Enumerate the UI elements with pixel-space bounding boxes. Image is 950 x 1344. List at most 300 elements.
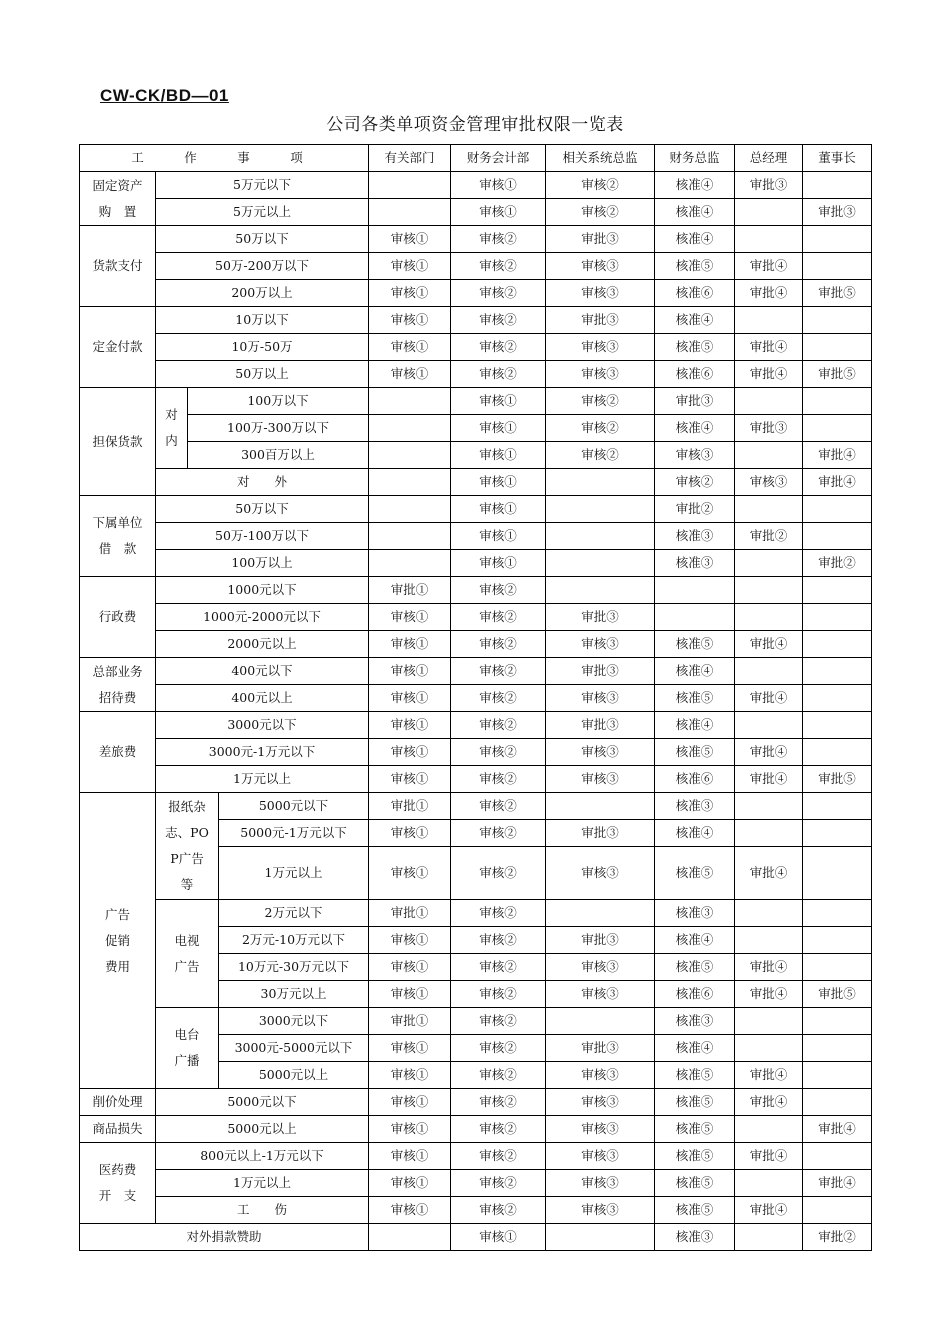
finance-director-cell: 核准⑤ bbox=[655, 739, 735, 766]
dept-cell: 审核① bbox=[369, 361, 451, 388]
chairman-cell: 审批③ bbox=[803, 199, 872, 226]
finance-director-cell: 核准④ bbox=[655, 415, 735, 442]
general-manager-cell bbox=[735, 1008, 803, 1035]
category-cell: 担保货款 bbox=[80, 388, 156, 496]
item-label-cell: 1万元以上 bbox=[219, 847, 369, 900]
chairman-cell bbox=[803, 577, 872, 604]
item-label-cell: 对 外 bbox=[156, 469, 369, 496]
table-row bbox=[80, 172, 872, 199]
chairman-cell: 审批④ bbox=[803, 1170, 872, 1197]
finance-director-cell: 核准④ bbox=[655, 199, 735, 226]
chairman-cell: 审批⑤ bbox=[803, 361, 872, 388]
chairman-cell bbox=[803, 739, 872, 766]
table-row bbox=[80, 361, 872, 388]
system-director-cell: 审核③ bbox=[546, 1062, 655, 1089]
general-manager-cell bbox=[735, 388, 803, 415]
general-manager-cell bbox=[735, 658, 803, 685]
general-manager-cell: 审批④ bbox=[735, 739, 803, 766]
system-director-cell: 审批③ bbox=[546, 226, 655, 253]
finance-accounting-cell: 审核② bbox=[451, 1008, 546, 1035]
table-row bbox=[80, 523, 872, 550]
dept-cell: 审核① bbox=[369, 766, 451, 793]
chairman-cell bbox=[803, 658, 872, 685]
dept-cell: 审核① bbox=[369, 739, 451, 766]
dept-cell: 审核① bbox=[369, 927, 451, 954]
chairman-cell bbox=[803, 1143, 872, 1170]
finance-accounting-cell: 审核② bbox=[451, 307, 546, 334]
chairman-cell: 审批⑤ bbox=[803, 981, 872, 1008]
system-director-cell: 审核③ bbox=[546, 631, 655, 658]
item-label-cell: 50万以下 bbox=[156, 496, 369, 523]
table-row bbox=[80, 604, 872, 631]
finance-accounting-cell: 审核① bbox=[451, 172, 546, 199]
finance-director-cell: 核准⑤ bbox=[655, 1197, 735, 1224]
finance-director-cell: 核准④ bbox=[655, 820, 735, 847]
general-manager-cell: 审批④ bbox=[735, 361, 803, 388]
item-label-cell: 50万-200万以下 bbox=[156, 253, 369, 280]
general-manager-cell bbox=[735, 1116, 803, 1143]
chairman-cell bbox=[803, 847, 872, 900]
system-director-cell: 审批③ bbox=[546, 927, 655, 954]
system-director-cell: 审核③ bbox=[546, 981, 655, 1008]
system-director-cell: 审批③ bbox=[546, 604, 655, 631]
general-manager-cell: 审批④ bbox=[735, 1089, 803, 1116]
general-manager-cell: 审批④ bbox=[735, 1143, 803, 1170]
chairman-cell bbox=[803, 1008, 872, 1035]
category-cell: 总部业务 招待费 bbox=[80, 658, 156, 712]
dept-cell: 审核① bbox=[369, 1089, 451, 1116]
general-manager-cell: 审批④ bbox=[735, 954, 803, 981]
system-director-cell: 审核② bbox=[546, 199, 655, 226]
finance-director-cell: 核准⑤ bbox=[655, 334, 735, 361]
general-manager-cell bbox=[735, 442, 803, 469]
category-cell: 广告 促销 费用 bbox=[80, 793, 156, 1089]
finance-accounting-cell: 审核② bbox=[451, 981, 546, 1008]
general-manager-cell: 审批④ bbox=[735, 1062, 803, 1089]
dept-cell: 审核① bbox=[369, 1035, 451, 1062]
table-row bbox=[80, 577, 872, 604]
table-row bbox=[80, 739, 872, 766]
finance-director-cell: 核准⑤ bbox=[655, 1062, 735, 1089]
chairman-cell bbox=[803, 1197, 872, 1224]
table-row bbox=[80, 388, 872, 415]
finance-accounting-cell: 审核② bbox=[451, 1197, 546, 1224]
dept-cell bbox=[369, 550, 451, 577]
finance-director-cell: 核准④ bbox=[655, 927, 735, 954]
dept-cell bbox=[369, 199, 451, 226]
finance-director-cell: 审批③ bbox=[655, 388, 735, 415]
item-label-cell: 2000元以上 bbox=[156, 631, 369, 658]
dept-cell: 审核① bbox=[369, 226, 451, 253]
finance-director-cell: 核准⑤ bbox=[655, 253, 735, 280]
dept-cell: 审批① bbox=[369, 793, 451, 820]
header-item: 工 作 事 项 bbox=[80, 145, 369, 172]
document-code: CW-CK/BD—01 bbox=[100, 86, 229, 105]
item-label-cell: 10万以下 bbox=[156, 307, 369, 334]
item-label-cell: 2万元-10万元以下 bbox=[219, 927, 369, 954]
category-cell: 医药费 开 支 bbox=[80, 1143, 156, 1224]
general-manager-cell: 审批③ bbox=[735, 415, 803, 442]
general-manager-cell: 审批② bbox=[735, 523, 803, 550]
item-label-cell: 300百万以上 bbox=[188, 442, 369, 469]
system-director-cell bbox=[546, 523, 655, 550]
header-finance-director: 财务总监 bbox=[655, 145, 735, 172]
finance-accounting-cell: 审核① bbox=[451, 550, 546, 577]
item-label-cell: 800元以上-1万元以下 bbox=[156, 1143, 369, 1170]
finance-director-cell: 核准⑤ bbox=[655, 1089, 735, 1116]
system-director-cell bbox=[546, 577, 655, 604]
item-label-cell: 5万元以下 bbox=[156, 172, 369, 199]
item-label-cell: 50万以上 bbox=[156, 361, 369, 388]
table-row bbox=[80, 334, 872, 361]
table-row bbox=[80, 1143, 872, 1170]
system-director-cell: 审核③ bbox=[546, 1197, 655, 1224]
finance-director-cell: 审批② bbox=[655, 496, 735, 523]
finance-director-cell: 核准⑤ bbox=[655, 631, 735, 658]
table-row bbox=[80, 1224, 872, 1251]
general-manager-cell bbox=[735, 820, 803, 847]
finance-accounting-cell: 审核② bbox=[451, 631, 546, 658]
system-director-cell bbox=[546, 793, 655, 820]
finance-accounting-cell: 审核② bbox=[451, 577, 546, 604]
chairman-cell bbox=[803, 927, 872, 954]
chairman-cell bbox=[803, 253, 872, 280]
finance-accounting-cell: 审核② bbox=[451, 1035, 546, 1062]
chairman-cell bbox=[803, 793, 872, 820]
chairman-cell bbox=[803, 685, 872, 712]
general-manager-cell: 审批④ bbox=[735, 981, 803, 1008]
dept-cell bbox=[369, 1224, 451, 1251]
finance-director-cell: 核准③ bbox=[655, 900, 735, 927]
table-row bbox=[80, 226, 872, 253]
general-manager-cell bbox=[735, 496, 803, 523]
table-row bbox=[80, 307, 872, 334]
table-row bbox=[80, 1116, 872, 1143]
finance-accounting-cell: 审核② bbox=[451, 766, 546, 793]
chairman-cell bbox=[803, 1062, 872, 1089]
category-cell: 削价处理 bbox=[80, 1089, 156, 1116]
finance-accounting-cell: 审核② bbox=[451, 685, 546, 712]
chairman-cell: 审批④ bbox=[803, 1116, 872, 1143]
category-cell: 差旅费 bbox=[80, 712, 156, 793]
system-director-cell: 审核③ bbox=[546, 1089, 655, 1116]
finance-accounting-cell: 审核① bbox=[451, 496, 546, 523]
item-label-cell: 5000元以下 bbox=[156, 1089, 369, 1116]
general-manager-cell: 审批④ bbox=[735, 847, 803, 900]
finance-accounting-cell: 审核② bbox=[451, 954, 546, 981]
item-label-cell: 1000元以下 bbox=[156, 577, 369, 604]
dept-cell: 审核① bbox=[369, 1170, 451, 1197]
dept-cell: 审核① bbox=[369, 847, 451, 900]
item-label-cell: 3000元以下 bbox=[219, 1008, 369, 1035]
dept-cell bbox=[369, 415, 451, 442]
chairman-cell: 审批④ bbox=[803, 442, 872, 469]
item-label-cell: 30万元以上 bbox=[219, 981, 369, 1008]
system-director-cell: 审核② bbox=[546, 388, 655, 415]
dept-cell: 审核① bbox=[369, 1062, 451, 1089]
general-manager-cell bbox=[735, 1035, 803, 1062]
finance-accounting-cell: 审核① bbox=[451, 1224, 546, 1251]
item-label-cell: 3000元以下 bbox=[156, 712, 369, 739]
table-row bbox=[80, 469, 872, 496]
item-label-cell: 对外捐款赞助 bbox=[80, 1224, 369, 1251]
header-finance-accounting: 财务会计部 bbox=[451, 145, 546, 172]
category-cell: 商品损失 bbox=[80, 1116, 156, 1143]
table-row bbox=[80, 442, 872, 469]
finance-accounting-cell: 审核② bbox=[451, 1116, 546, 1143]
chairman-cell bbox=[803, 604, 872, 631]
item-label-cell: 5000元以下 bbox=[219, 793, 369, 820]
system-director-cell: 审核③ bbox=[546, 1116, 655, 1143]
chairman-cell bbox=[803, 307, 872, 334]
table-row bbox=[80, 253, 872, 280]
dept-cell: 审核① bbox=[369, 631, 451, 658]
general-manager-cell: 审批④ bbox=[735, 280, 803, 307]
chairman-cell bbox=[803, 415, 872, 442]
item-label-cell: 100万以下 bbox=[188, 388, 369, 415]
system-director-cell bbox=[546, 496, 655, 523]
item-label-cell: 1000元-2000元以下 bbox=[156, 604, 369, 631]
system-director-cell: 审核③ bbox=[546, 253, 655, 280]
finance-director-cell: 核准⑤ bbox=[655, 685, 735, 712]
header-general-manager: 总经理 bbox=[735, 145, 803, 172]
system-director-cell: 审核③ bbox=[546, 954, 655, 981]
item-label-cell: 5000元以上 bbox=[156, 1116, 369, 1143]
finance-accounting-cell: 审核① bbox=[451, 523, 546, 550]
finance-accounting-cell: 审核② bbox=[451, 1170, 546, 1197]
header-row bbox=[80, 145, 872, 172]
table-row bbox=[80, 685, 872, 712]
finance-accounting-cell: 审核② bbox=[451, 658, 546, 685]
finance-director-cell: 核准③ bbox=[655, 523, 735, 550]
chairman-cell bbox=[803, 388, 872, 415]
header-chairman: 董事长 bbox=[803, 145, 872, 172]
system-director-cell: 审批③ bbox=[546, 307, 655, 334]
finance-accounting-cell: 审核② bbox=[451, 361, 546, 388]
chairman-cell: 审批② bbox=[803, 550, 872, 577]
dept-cell: 审核① bbox=[369, 981, 451, 1008]
category-cell: 定金付款 bbox=[80, 307, 156, 388]
general-manager-cell: 审批④ bbox=[735, 766, 803, 793]
table-row bbox=[80, 712, 872, 739]
item-label-cell: 400元以下 bbox=[156, 658, 369, 685]
dept-cell: 审核① bbox=[369, 253, 451, 280]
table-row bbox=[80, 658, 872, 685]
general-manager-cell: 审批④ bbox=[735, 631, 803, 658]
general-manager-cell: 审核③ bbox=[735, 469, 803, 496]
finance-director-cell: 核准⑤ bbox=[655, 1170, 735, 1197]
finance-director-cell: 核准③ bbox=[655, 793, 735, 820]
finance-director-cell: 核准④ bbox=[655, 226, 735, 253]
chairman-cell bbox=[803, 900, 872, 927]
item-label-cell: 200万以上 bbox=[156, 280, 369, 307]
general-manager-cell bbox=[735, 307, 803, 334]
general-manager-cell bbox=[735, 793, 803, 820]
dept-cell: 审核① bbox=[369, 1116, 451, 1143]
chairman-cell bbox=[803, 226, 872, 253]
finance-director-cell: 核准⑤ bbox=[655, 1116, 735, 1143]
finance-accounting-cell: 审核② bbox=[451, 739, 546, 766]
finance-director-cell: 核准⑤ bbox=[655, 954, 735, 981]
table-row bbox=[80, 415, 872, 442]
table-row bbox=[80, 793, 872, 820]
dept-cell: 审批① bbox=[369, 1008, 451, 1035]
general-manager-cell bbox=[735, 550, 803, 577]
general-manager-cell bbox=[735, 712, 803, 739]
finance-director-cell: 核准④ bbox=[655, 172, 735, 199]
general-manager-cell: 审批④ bbox=[735, 1197, 803, 1224]
approval-authority-table bbox=[79, 144, 872, 1251]
dept-cell bbox=[369, 496, 451, 523]
finance-director-cell bbox=[655, 604, 735, 631]
finance-accounting-cell: 审核② bbox=[451, 793, 546, 820]
dept-cell: 审核① bbox=[369, 820, 451, 847]
item-label-cell: 400元以上 bbox=[156, 685, 369, 712]
general-manager-cell bbox=[735, 900, 803, 927]
finance-director-cell: 核准④ bbox=[655, 658, 735, 685]
dept-cell: 审批① bbox=[369, 577, 451, 604]
general-manager-cell: 审批④ bbox=[735, 334, 803, 361]
item-label-cell: 10万-50万 bbox=[156, 334, 369, 361]
dept-cell: 审批① bbox=[369, 900, 451, 927]
category-cell: 货款支付 bbox=[80, 226, 156, 307]
header-dept: 有关部门 bbox=[369, 145, 451, 172]
system-director-cell: 审核③ bbox=[546, 685, 655, 712]
finance-director-cell: 核准⑥ bbox=[655, 766, 735, 793]
system-director-cell: 审核③ bbox=[546, 766, 655, 793]
item-label-cell: 50万以下 bbox=[156, 226, 369, 253]
general-manager-cell bbox=[735, 226, 803, 253]
chairman-cell bbox=[803, 1035, 872, 1062]
dept-cell: 审核① bbox=[369, 954, 451, 981]
system-director-cell bbox=[546, 469, 655, 496]
table-row bbox=[80, 550, 872, 577]
item-label-cell: 100万-300万以下 bbox=[188, 415, 369, 442]
general-manager-cell: 审批④ bbox=[735, 253, 803, 280]
dept-cell: 审核① bbox=[369, 658, 451, 685]
chairman-cell bbox=[803, 334, 872, 361]
system-director-cell: 审批③ bbox=[546, 658, 655, 685]
finance-accounting-cell: 审核② bbox=[451, 1062, 546, 1089]
general-manager-cell: 审批④ bbox=[735, 685, 803, 712]
dept-cell: 审核① bbox=[369, 685, 451, 712]
chairman-cell bbox=[803, 1089, 872, 1116]
finance-accounting-cell: 审核① bbox=[451, 415, 546, 442]
chairman-cell bbox=[803, 523, 872, 550]
table-row bbox=[80, 900, 872, 927]
finance-director-cell: 核准③ bbox=[655, 1008, 735, 1035]
table-row bbox=[80, 496, 872, 523]
finance-director-cell: 审核③ bbox=[655, 442, 735, 469]
dept-cell: 审核① bbox=[369, 604, 451, 631]
table-row bbox=[80, 1197, 872, 1224]
general-manager-cell bbox=[735, 1224, 803, 1251]
finance-accounting-cell: 审核② bbox=[451, 712, 546, 739]
item-label-cell: 工 伤 bbox=[156, 1197, 369, 1224]
category-cell: 下属单位 借 款 bbox=[80, 496, 156, 577]
finance-accounting-cell: 审核② bbox=[451, 334, 546, 361]
subcategory-cell: 报纸杂 志、PO P广告 等 bbox=[156, 793, 219, 900]
finance-accounting-cell: 审核① bbox=[451, 199, 546, 226]
system-director-cell: 审核③ bbox=[546, 847, 655, 900]
general-manager-cell bbox=[735, 604, 803, 631]
table-row bbox=[80, 280, 872, 307]
item-label-cell: 3000元-5000元以下 bbox=[219, 1035, 369, 1062]
finance-accounting-cell: 审核② bbox=[451, 253, 546, 280]
dept-cell: 审核① bbox=[369, 334, 451, 361]
finance-accounting-cell: 审核① bbox=[451, 442, 546, 469]
dept-cell: 审核① bbox=[369, 307, 451, 334]
system-director-cell: 审批③ bbox=[546, 1035, 655, 1062]
chairman-cell: 审批④ bbox=[803, 469, 872, 496]
finance-accounting-cell: 审核② bbox=[451, 1089, 546, 1116]
system-director-cell: 审批③ bbox=[546, 712, 655, 739]
general-manager-cell bbox=[735, 199, 803, 226]
general-manager-cell bbox=[735, 1170, 803, 1197]
finance-director-cell: 核准⑥ bbox=[655, 361, 735, 388]
finance-director-cell: 核准④ bbox=[655, 307, 735, 334]
system-director-cell: 审核③ bbox=[546, 361, 655, 388]
dept-cell bbox=[369, 523, 451, 550]
finance-accounting-cell: 审核② bbox=[451, 226, 546, 253]
finance-director-cell: 核准③ bbox=[655, 550, 735, 577]
finance-accounting-cell: 审核② bbox=[451, 847, 546, 900]
item-label-cell: 3000元-1万元以下 bbox=[156, 739, 369, 766]
table-row bbox=[80, 1089, 872, 1116]
system-director-cell bbox=[546, 900, 655, 927]
item-label-cell: 5000元-1万元以下 bbox=[219, 820, 369, 847]
item-label-cell: 1万元以上 bbox=[156, 766, 369, 793]
chairman-cell bbox=[803, 496, 872, 523]
dept-cell: 审核① bbox=[369, 280, 451, 307]
dept-cell bbox=[369, 442, 451, 469]
table-row bbox=[80, 199, 872, 226]
table-row bbox=[80, 766, 872, 793]
system-director-cell bbox=[546, 550, 655, 577]
dept-cell bbox=[369, 388, 451, 415]
table-row bbox=[80, 1170, 872, 1197]
finance-director-cell: 核准⑤ bbox=[655, 1143, 735, 1170]
finance-director-cell bbox=[655, 577, 735, 604]
item-label-cell: 2万元以下 bbox=[219, 900, 369, 927]
finance-director-cell: 核准③ bbox=[655, 1224, 735, 1251]
category-cell: 固定资产 购 置 bbox=[80, 172, 156, 226]
system-director-cell: 审核③ bbox=[546, 1170, 655, 1197]
system-director-cell bbox=[546, 1008, 655, 1035]
dept-cell bbox=[369, 469, 451, 496]
subcategory-cell: 电台 广播 bbox=[156, 1008, 219, 1089]
system-director-cell: 审核② bbox=[546, 172, 655, 199]
finance-accounting-cell: 审核② bbox=[451, 1143, 546, 1170]
finance-accounting-cell: 审核② bbox=[451, 927, 546, 954]
item-label-cell: 1万元以上 bbox=[156, 1170, 369, 1197]
system-director-cell: 审核③ bbox=[546, 1143, 655, 1170]
system-director-cell: 审核③ bbox=[546, 334, 655, 361]
item-label-cell: 50万-100万以下 bbox=[156, 523, 369, 550]
system-director-cell: 审核③ bbox=[546, 739, 655, 766]
chairman-cell: 审批⑤ bbox=[803, 280, 872, 307]
finance-accounting-cell: 审核② bbox=[451, 280, 546, 307]
dept-cell bbox=[369, 172, 451, 199]
dept-cell: 审核① bbox=[369, 1197, 451, 1224]
finance-director-cell: 核准⑤ bbox=[655, 847, 735, 900]
chairman-cell: 审批⑤ bbox=[803, 766, 872, 793]
general-manager-cell bbox=[735, 577, 803, 604]
category-cell: 行政费 bbox=[80, 577, 156, 658]
item-label-cell: 10万元-30万元以下 bbox=[219, 954, 369, 981]
chairman-cell bbox=[803, 820, 872, 847]
chairman-cell bbox=[803, 631, 872, 658]
